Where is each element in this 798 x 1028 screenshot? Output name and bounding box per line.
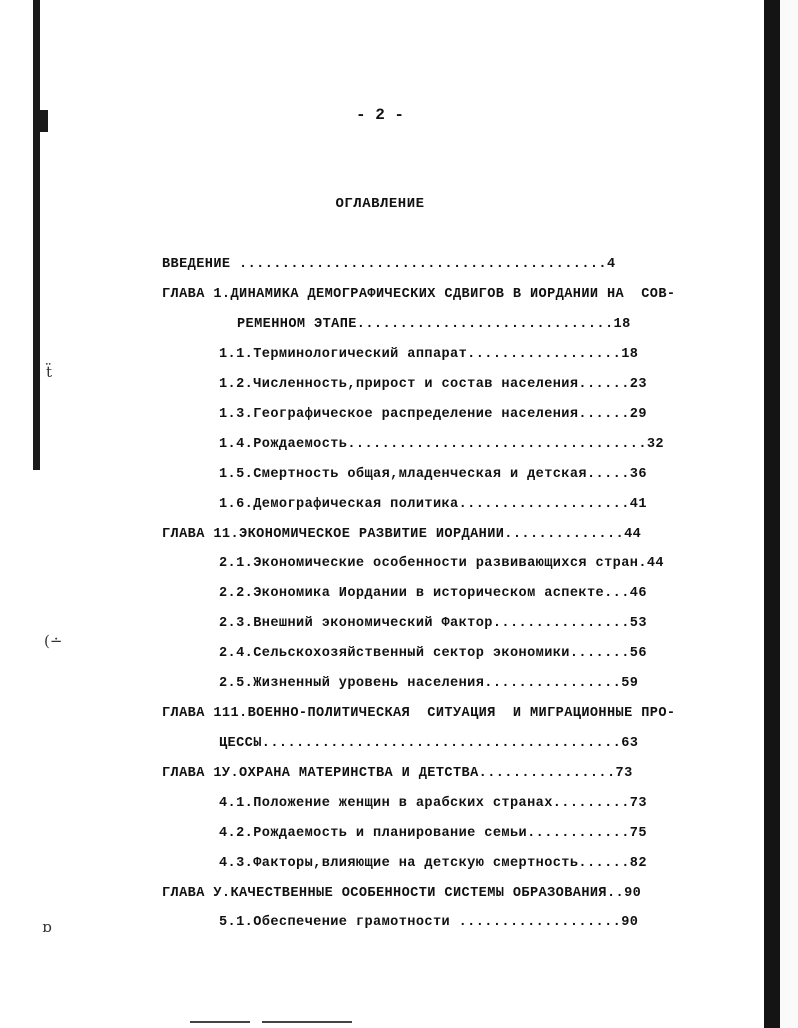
margin-mark-3: ɒ [42, 918, 52, 936]
toc-entry: 1.4.Рождаемость...................................32 [219, 437, 664, 452]
margin-mark-1: ẗ [46, 363, 53, 381]
toc-entry: ГЛАВА 1.ДИНАМИКА ДЕМОГРАФИЧЕСКИХ СДВИГОВ В ИОРДАНИИ НА СОВ- [162, 287, 676, 302]
bottom-scan-rule [262, 1021, 352, 1023]
scan-edge-right [780, 0, 798, 1028]
toc-title: ОГЛАВЛЕНИЕ [335, 196, 425, 212]
toc-entry: 1.3.Географическое распределение населения......29 [219, 407, 647, 422]
toc-entry: 2.4.Сельскохозяйственный сектор экономики.......56 [219, 646, 647, 661]
toc-entry: 5.1.Обеспечение грамотности ...................90 [219, 915, 639, 930]
toc-entry: ГЛАВА У.КАЧЕСТВЕННЫЕ ОСОБЕННОСТИ СИСТЕМЫ ОБРАЗОВАНИЯ..90 [162, 886, 642, 901]
scan-shadow-left [33, 0, 40, 470]
toc-entry: ГЛАВА 1У.ОХРАНА МАТЕРИНСТВА И ДЕТСТВА................73 [162, 766, 633, 781]
toc-entry: ГЛАВА 111.ВОЕННО-ПОЛИТИЧЕСКАЯ СИТУАЦИЯ И МИГРАЦИОННЫЕ ПРО- [162, 706, 676, 721]
toc-entry: ВВЕДЕНИЕ ...........................................4 [162, 257, 616, 272]
margin-mark-2: (∸ [44, 632, 63, 650]
toc-entry: ГЛАВА 11.ЭКОНОМИЧЕСКОЕ РАЗВИТИЕ ИОРДАНИИ..............44 [162, 527, 642, 542]
toc-entry: 2.2.Экономика Иордании в историческом аспекте...46 [219, 586, 647, 601]
toc-entry: 1.6.Демографическая политика....................41 [219, 497, 647, 512]
toc-entry: 2.1.Экономические особенности развивающихся стран.44 [219, 556, 664, 571]
scan-shadow-notch [40, 110, 48, 132]
toc-entry: 4.1.Положение женщин в арабских странах.........73 [219, 796, 647, 811]
toc-entry: 4.2.Рождаемость и планирование семьи............75 [219, 826, 647, 841]
scan-shadow-right [764, 0, 780, 1028]
page-number: - 2 - [355, 106, 404, 124]
toc-entry: 1.1.Терминологический аппарат..................18 [219, 347, 639, 362]
bottom-scan-rule [190, 1021, 250, 1023]
toc-entry: 1.5.Смертность общая,младенческая и детская.....36 [219, 467, 647, 482]
toc-entry: РЕМЕННОМ ЭТАПЕ..............................18 [237, 317, 631, 332]
toc-entry: 4.3.Факторы,влияющие на детскую смертность......82 [219, 856, 647, 871]
toc-entry: 2.3.Внешний экономический Фактор................53 [219, 616, 647, 631]
toc-entry: 2.5.Жизненный уровень населения................59 [219, 676, 639, 691]
toc-entry: 1.2.Численность,прирост и состав населения......23 [219, 377, 647, 392]
toc-entry: ЦЕССЫ..........................................63 [219, 736, 639, 751]
